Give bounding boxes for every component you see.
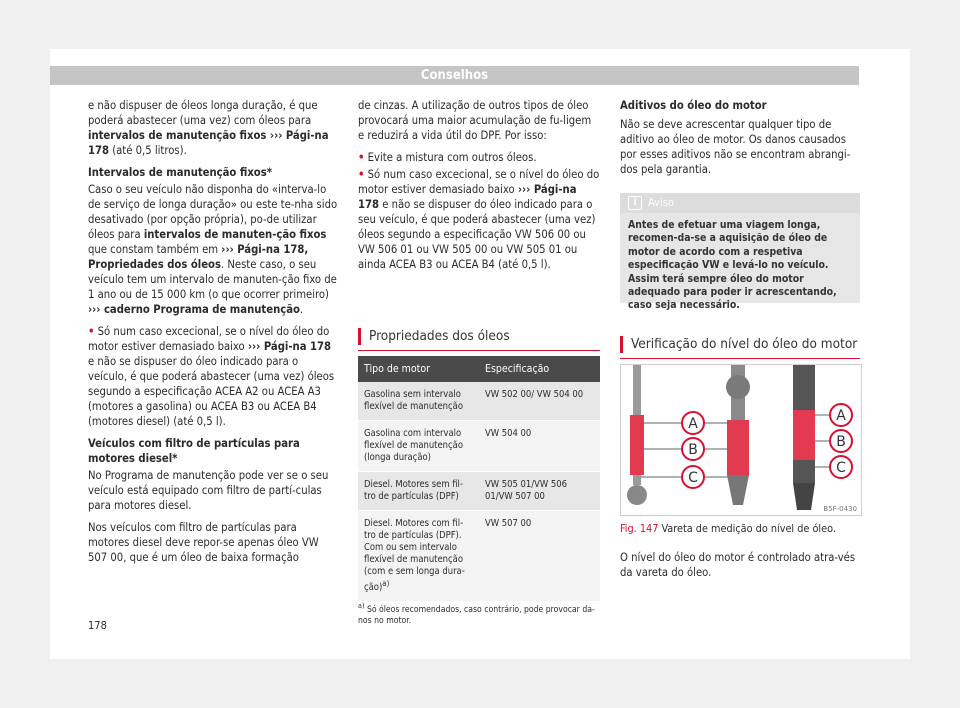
label-c: C: [688, 470, 698, 486]
column-2: [358, 98, 600, 279]
figure-number: Fig. 147: [620, 522, 659, 535]
dipstick-marked-zone: [793, 410, 815, 460]
paragraph: No Programa de manutenção pode ver se o seu veículo está equipado com filtro de partí-culas para motores diesel.: [88, 469, 329, 512]
dipstick-tip: [793, 483, 815, 510]
label-b: B: [688, 442, 698, 458]
dipstick-figure: [620, 364, 862, 516]
page-number: 178: [88, 619, 107, 632]
subheading-fixed-intervals: Intervalos de manutenção fixos*: [88, 166, 272, 179]
table-row: [358, 511, 600, 602]
section-title: Propriedades dos óleos: [358, 328, 600, 345]
paragraph: Nos veículos com filtro de partículas para motores diesel deve repor-se apenas óleo VW 507 00, que é um óleo de baixa formação: [88, 521, 319, 564]
bullet-dot: •: [88, 325, 95, 338]
oil-spec-table: [358, 356, 600, 602]
table-header: Especificação: [479, 356, 600, 382]
notice-text: Antes de efetuar uma viagem longa, recomen-da-se a aquisição de óleo de motor de acordo com a respetiva especificação VW e levá-lo no veículo. Assim terá sempre óleo do motor adequado para poder ir acrescentando, caso seja necessário.: [628, 219, 837, 312]
section-heading-oil-level: [620, 336, 860, 359]
table-header: Tipo de motor: [358, 356, 479, 382]
table-row: [358, 421, 600, 472]
bullet-dot: •: [358, 168, 365, 181]
table-row: [358, 382, 600, 421]
label-b: B: [836, 434, 846, 450]
column-1: [88, 98, 340, 572]
table-row: [358, 472, 600, 511]
subheading-diesel-filter: Veículos com filtro de partículas para motores diesel*: [88, 437, 300, 465]
paragraph: e não dispuser de óleos longa duração, é que poderá abastecer (uma vez) com óleos para intervalos de manutenção fixos ››› Pági-na 178 (até 0,5 litros).: [88, 99, 329, 157]
info-icon: i: [628, 196, 642, 210]
dipstick-knob: [726, 375, 750, 399]
notice-title: Aviso: [648, 196, 674, 209]
table-cell: Gasolina com intervalo flexível de manutenção (longa duração): [358, 421, 479, 472]
table-cell: VW 504 00: [479, 421, 600, 472]
section-title: Verificação do nível do óleo do motor: [620, 336, 860, 353]
paragraph: Caso o seu veículo não disponha do «interva-lo de serviço de longa duração» ou este te-nha sido desativado (por opção própria), po-de utilizar óleos para intervalos de manuten-ção fixos que constam também em ››› Pági-na 178, Propriedades dos óleos. Neste caso, o seu veículo tem um intervalo de manuten-ção fixo de 1 ano ou de 15 000 km (o que ocorrer primeiro) ››› caderno Programa de manutenção.: [88, 183, 338, 316]
subheading-additives: Aditivos do óleo do motor: [620, 99, 767, 112]
table-cell: Diesel. Motores sem fil-tro de partículas (DPF): [358, 472, 479, 511]
label-a: A: [688, 416, 698, 432]
bullet-item: • Só num caso excecional, se o nível do óleo do motor estiver demasiado baixo ››› Pági-na 178 e não se dispuser do óleo indicado para o veículo, é que poderá abastecer (uma vez) óleos segundo a especificação ACEA A2 ou ACEA A3 (motores a gasolina) ou ACEA B3 ou ACEA B4 (motores diesel) (até 0,5 l).: [88, 325, 335, 428]
label-c: C: [836, 460, 846, 476]
table-footnote: $^{a)}$ Só óleos recomendados, caso contrário, pode provocar da-nos no motor.: [358, 601, 595, 626]
column-3-bottom: [620, 550, 860, 587]
bullet-item: • Evite a mistura com outros óleos.: [358, 151, 537, 164]
footnote-mark: a): [358, 601, 365, 610]
paragraph: O nível do óleo do motor é controlado atra-vés da vareta do óleo.: [620, 551, 856, 579]
caption-text: Vareta de medição do nível de óleo.: [661, 522, 836, 535]
paragraph: de cinzas. A utilização de outros tipos de óleo provocará uma maior acumulação de fu-ligem e reduzirá a vida útil do DPF. Por isso:: [358, 99, 592, 142]
chapter-header: Conselhos: [50, 66, 859, 85]
table-cell: Diesel. Motores com fil-tro de partículas (DPF). Com ou sem intervalo flexível de manutenção (com e sem longa dura-ção)$^{a)}$: [358, 511, 479, 602]
paragraph: Não se deve acrescentar qualquer tipo de aditivo ao óleo de motor. Os danos causados por esses aditivos não se encontram abrangi-dos pela garantia.: [620, 118, 851, 176]
notice-header: [620, 193, 860, 213]
footnote-mark: a): [382, 579, 390, 588]
dipstick-illustration: [621, 365, 861, 515]
bullet-dot: •: [358, 151, 365, 164]
section-heading-oil-properties: [358, 328, 600, 351]
notice-box: [620, 193, 860, 312]
table-cell: Gasolina sem intervalo flexível de manutenção: [358, 382, 479, 421]
dipstick-marked-zone: [630, 415, 644, 475]
dipstick-tip: [727, 475, 749, 505]
table-cell: VW 507 00: [479, 511, 600, 602]
column-3: [620, 98, 860, 184]
dipstick-marked-zone: [727, 420, 749, 475]
figure-code: B5F-0430: [823, 505, 857, 513]
bullet-item: • Só num caso excecional, se o nível do óleo do motor estiver demasiado baixo ››› Pági-na 178 e não se dispuser do óleo indicado para o seu veículo, é que poderá abastecer (uma vez) óleos segundo a especificação VW 506 00 ou VW 506 01 ou VW 505 00 ou VW 505 01 ou ainda ACEA B3 ou ACEA B4 (até 0,5 l).: [358, 168, 600, 271]
label-a: A: [836, 408, 846, 424]
table-cell: VW 502 00/ VW 504 00: [479, 382, 600, 421]
dipstick-tip: [627, 485, 647, 505]
figure-caption: [620, 522, 860, 535]
table-cell: VW 505 01/VW 506 01/VW 507 00: [479, 472, 600, 511]
